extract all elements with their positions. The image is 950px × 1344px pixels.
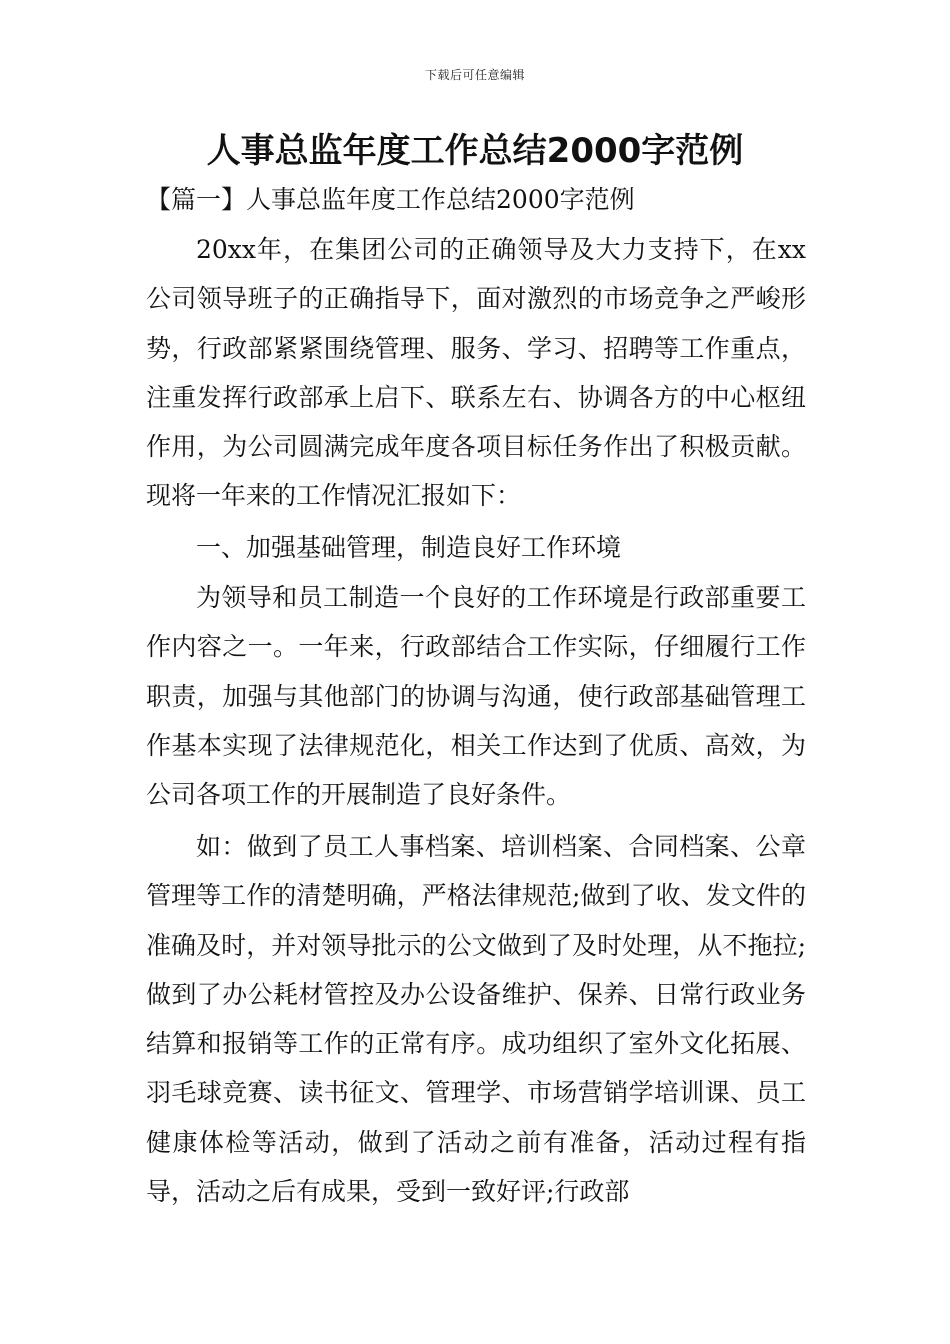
- section-heading: 一、加强基础管理，制造良好工作环境: [196, 533, 622, 562]
- paragraph-examples: 如：做到了员工人事档案、培训档案、合同档案、公章管理等工作的清楚明确，严格法律规范;做到了收、发文件的准确及时，并对领导批示的公文做到了及时处理，从不拖拉;做到了办公耗材管控及办公设备维护、保养、日常行政业务结算和报销等工作的正常有序。成功组织了室外文化拓展、羽毛球竞赛、读书征文、管理学、市场营销学培训课、员工健康体检等活动，做到了活动之前有准备，活动过程有指导，活动之后有成果，受到一致好评;行政部: [146, 832, 806, 1207]
- header-note: 下载后可任意编辑: [424, 68, 525, 82]
- paragraph-intro: 20xx年，在集团公司的正确领导及大力支持下，在xx公司领导班子的正确指导下，面对激烈的市场竞争之严峻形势，行政部紧紧围绕管理、服务、学习、招聘等工作重点，注重发挥行政部承上启下、联系左右、协调各方的中心枢纽作用，为公司圆满完成年度各项目标任务作出了积极贡献。现将一年来的工作情况汇报如下：: [146, 235, 806, 511]
- paragraph-section-body: 为领导和员工制造一个良好的工作环境是行政部重要工作内容之一。一年来，行政部结合工作实际，仔细履行工作职责，加强与其他部门的协调与沟通，使行政部基础管理工作基本实现了法律规范化，相关工作达到了优质、高效，为公司各项工作的开展制造了良好条件。: [146, 583, 806, 810]
- document-subtitle: 【篇一】人事总监年度工作总结2000字范例: [146, 185, 635, 214]
- document-title: 人事总监年度工作总结2000字范例: [206, 131, 744, 171]
